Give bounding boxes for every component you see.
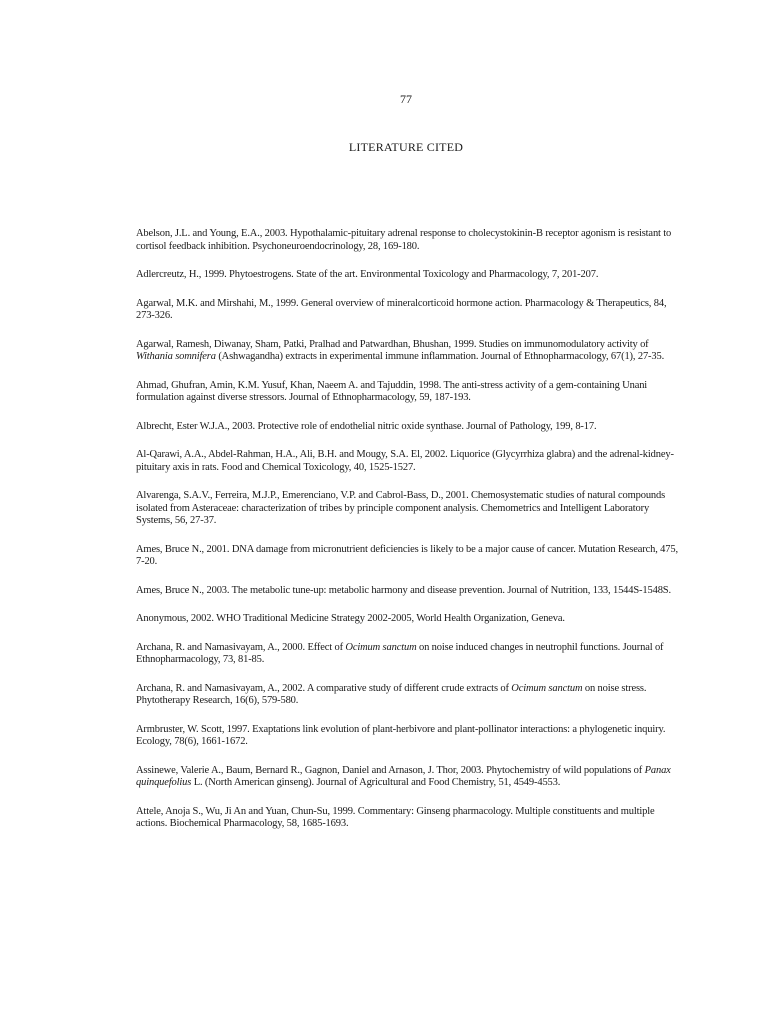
reference-text: Adlercreutz, H., 1999. Phytoestrogens. State of the art. Environmental Toxicology and Pharmacology, 7, 201-207. [136,269,599,280]
reference-text: on noise stress. Phytotherapy Research, 16(6), 579-580. [136,682,647,706]
reference-entry [136,490,680,528]
reference-entry [136,683,680,708]
reference-text: Anonymous, 2002. WHO Traditional Medicine Strategy 2002-2005, World Health Organization, Geneva. [136,613,565,624]
reference-text: Archana, R. and Namasivayam, A., 2002. A comparative study of different crude extracts of [136,682,512,694]
reference-text: Agarwal, M.K. and Mirshahi, M., 1999. General overview of mineralcorticoid hormone action. Pharmacology & Therapeutics, 84, 273-326. [136,297,667,321]
reference-italic-text: Withania somnifera [136,351,216,362]
reference-text: on noise induced changes in neutrophil functions. Journal of Ethnopharmacology, 73, 81-85. [136,641,664,665]
reference-italic-text: Panax quinquefolius [136,764,671,788]
reference-entry [136,585,680,598]
reference-entry [136,544,680,569]
reference-entry [136,228,680,253]
reference-entry [136,765,680,790]
reference-entry [136,421,680,434]
reference-entry [136,613,680,626]
reference-text: Alvarenga, S.A.V., Ferreira, M.J.P., Emerenciano, V.P. and Cabrol-Bass, D., 2001. Chemosystematic studies of natural compounds isolated from Asteraceae: characterization of tribes by principle component analysis. Chemometrics and Intelligent Laboratory Systems, 56, 27-37. [136,490,666,526]
reference-entry [136,380,680,405]
reference-text: (Ashwagandha) extracts in experimental immune inflammation. Journal of Ethnopharmacology, 67(1), 27-35. [215,351,665,362]
reference-text: Albrecht, Ester W.J.A., 2003. Protective role of endothelial nitric oxide synthase. Journal of Pathology, 199, 8-17. [136,420,597,432]
reference-entry [136,806,680,831]
reference-text: Ames, Bruce N., 2001. DNA damage from micronutrient deficiencies is likely to be a major cause of cancer. Mutation Research, 475, 7-20. [136,543,678,567]
reference-italic-text: Ocimum sanctum [511,682,583,694]
reference-entry [136,724,680,749]
reference-text: L. (North American ginseng). Journal of Agricultural and Food Chemistry, 51, 4549-4553. [191,777,561,788]
reference-text: Attele, Anoja S., Wu, Ji An and Yuan, Chun-Su, 1999. Commentary: Ginseng pharmacology. Multiple constituents and multiple actions. Biochemical Pharmacology, 58, 1685-1693. [136,805,655,829]
reference-text: Assinewe, Valerie A., Baum, Bernard R., Gagnon, Daniel and Arnason, J. Thor, 2003. Phytochemistry of wild populations of [136,764,645,776]
reference-entry [136,339,680,364]
reference-italic-text: Ocimum sanctum [345,641,417,653]
page-number: 77 [400,92,412,106]
reference-entry [136,449,680,474]
reference-text: Armbruster, W. Scott, 1997. Exaptations link evolution of plant-herbivore and plant-pollinator interactions: a phylogenetic inquiry. Ecology, 78(6), 1661-1672. [136,723,666,747]
reference-text: Archana, R. and Namasivayam, A., 2000. Effect of [136,641,346,653]
reference-entry [136,298,680,323]
page-heading: LITERATURE CITED [348,140,464,154]
reference-text: Ames, Bruce N., 2003. The metabolic tune-up: metabolic harmony and disease prevention. Journal of Nutrition, 133, 1544S-1548S. [136,584,671,596]
reference-list [136,228,680,847]
reference-text: Agarwal, Ramesh, Diwanay, Sham, Patki, Pralhad and Patwardhan, Bhushan, 1999. Studies on immunomodulatory activity of [136,338,649,350]
reference-text: Abelson, J.L. and Young, E.A., 2003. Hypothalamic-pituitary adrenal response to cholecystokinin-B receptor agonism is resistant to cortisol feedback inhibition. Psychoneuroendocrinology, 28, 169-180. [136,228,672,252]
reference-text: Al-Qarawi, A.A., Abdel-Rahman, H.A., Ali, B.H. and Mougy, S.A. El, 2002. Liquorice (Glycyrrhiza glabra) and the adrenal-kidney-pituitary axis in rats. Food and Chemical Toxicology, 40, 1525-1527. [136,449,674,473]
reference-entry [136,269,680,282]
reference-text: Ahmad, Ghufran, Amin, K.M. Yusuf, Khan, Naeem A. and Tajuddin, 1998. The anti-stress activity of a gem-containing Unani formulation against diverse stressors. Journal of Ethnopharmacology, 59, 187-193. [136,379,648,403]
reference-entry [136,642,680,667]
